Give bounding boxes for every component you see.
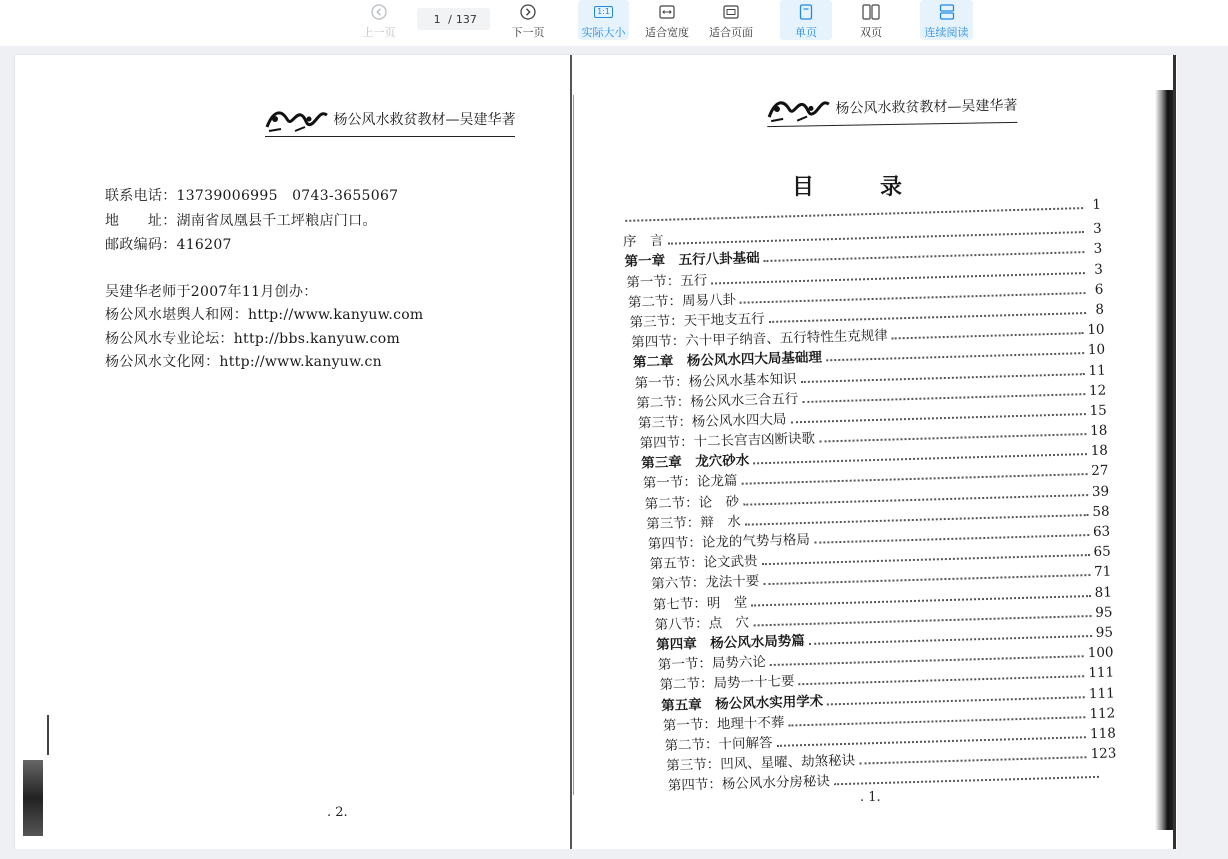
toc-entry-page: 95	[1095, 604, 1113, 621]
fit-width-button[interactable]	[641, 0, 693, 40]
toc-entry-title: 第六节：龙法十要	[651, 573, 760, 593]
table-of-contents	[621, 197, 1117, 796]
toc-entry-title: 第三节：辩 水	[646, 513, 741, 533]
prev-page-button[interactable]	[356, 0, 402, 40]
toc-entry-title: 第八节：点 穴	[654, 614, 750, 633]
page-indicator	[417, 8, 490, 30]
toc-entry-title: 第二节：局势一十七要	[659, 673, 795, 694]
right-page-header	[767, 91, 1018, 127]
scan-right-edge	[1155, 90, 1173, 830]
toc-entry-title: 第三节：天干地支五行	[629, 310, 765, 331]
toc-entry-title: 第七节：明 堂	[652, 594, 748, 613]
toc-entry-title: 第一节：杨公风水基本知识	[634, 370, 797, 392]
toc-entry-title: 第二章 杨公风水四大局基础理	[632, 349, 823, 372]
next-page-button[interactable]	[505, 0, 551, 40]
toc-entry-page: 65	[1093, 543, 1111, 561]
toc-entry-title: 第五章 杨公风水实用学术	[661, 693, 824, 714]
toc-entry-title: 第一节：局势六论	[657, 654, 767, 674]
toc-entry-title: 第一节：地理十不葬	[662, 714, 785, 734]
document-page-view	[15, 55, 1177, 849]
contact-address: 地 址：湖南省凤凰县千工坪粮店门口。	[105, 213, 377, 229]
toc-entry-page: 6	[1094, 281, 1104, 298]
toc-entry-page: 27	[1091, 462, 1109, 480]
toc-entry-page: 11	[1088, 362, 1106, 379]
toc-entry-title: 序 言	[622, 233, 664, 251]
toc-leader-dots	[834, 776, 1099, 785]
toc-entry-title: 第三章 龙穴砂水	[641, 452, 750, 472]
single-page-label: 单页	[795, 26, 817, 39]
total-pages: 137	[455, 12, 477, 26]
fit-page-label: 适合页面	[709, 26, 753, 39]
scan-gutter-line	[570, 55, 572, 849]
scrollbar-track[interactable]	[1177, 55, 1228, 849]
toc-entry-title: 第一章 五行八卦基础	[624, 250, 760, 271]
toc-entry-page: 71	[1093, 563, 1112, 581]
toc-entry-page: 3	[1092, 220, 1102, 238]
left-page-number: . 2.	[327, 805, 348, 820]
current-page-input[interactable]: 1	[433, 12, 441, 26]
toc-entry-page: 111	[1088, 664, 1115, 682]
toc-entry-page: 18	[1089, 422, 1108, 440]
single-page-icon	[797, 3, 815, 20]
double-page-button[interactable]	[845, 0, 897, 40]
double-page-icon	[862, 3, 880, 20]
toc-entry-title: 第二节：周易八卦	[627, 291, 737, 311]
founded-intro: 吴建华老师于2007年11月创办：	[105, 284, 318, 300]
toc-entry-title: 第一节：论龙篇	[642, 473, 738, 492]
dragon-logo-icon	[767, 94, 832, 125]
actual-size-label: 实际大小	[581, 26, 626, 39]
right-header-text: 杨公风水救贫教材—吴建华著	[835, 97, 1018, 117]
toc-entry-page: 118	[1089, 725, 1117, 742]
toc-entry-page: 12	[1088, 382, 1107, 399]
viewer-toolbar	[0, 0, 1228, 46]
toc-title: 目 录	[792, 174, 925, 200]
scan-left-mark	[23, 760, 43, 836]
single-page-button[interactable]	[780, 0, 832, 40]
toc-entry-page: 8	[1095, 301, 1105, 318]
fit-page-button[interactable]	[704, 0, 758, 40]
actual-size-button[interactable]	[578, 0, 629, 40]
toc-entry-title: 第二节：杨公风水三合五行	[636, 390, 799, 412]
toc-entry-title: 第三节：凹风、星曜、劫煞秘诀	[666, 752, 856, 775]
scan-right-border	[1173, 55, 1176, 849]
founded-site-3: 杨公风水文化网：http://www.kanyuw.cn	[105, 354, 382, 370]
toc-entry-title: 第一节：五行	[626, 272, 708, 291]
toc-entry-page: 95	[1095, 624, 1114, 641]
continuous-reading-label: 连续阅读	[924, 26, 969, 39]
scan-gutter-shadow	[573, 95, 574, 795]
toc-entry-page: 1	[1092, 196, 1102, 213]
toc-entry-page: 3	[1093, 240, 1103, 258]
toc-entry-page: 58	[1092, 503, 1110, 520]
contact-postcode: 邮政编码：416207	[105, 237, 232, 253]
toc-entry-title: 第四节：论龙的气势与格局	[647, 531, 811, 553]
toc-entry-page: 63	[1092, 523, 1111, 540]
toc-entry-page: 100	[1087, 644, 1114, 662]
right-page-number: . 1.	[860, 790, 881, 805]
fit-width-icon	[658, 3, 676, 20]
actual-size-icon: 1:1	[595, 3, 613, 20]
dragon-logo-icon	[265, 105, 329, 135]
toc-entry-page: 112	[1089, 705, 1116, 722]
scan-left-tick	[47, 715, 49, 755]
toc-entry-page: 39	[1091, 483, 1110, 500]
toc-entry-page: 111	[1088, 684, 1115, 702]
left-page-header	[265, 105, 515, 137]
toc-entry-page: 15	[1089, 402, 1108, 419]
toc-entry-title: 第三节：杨公风水四大局	[637, 411, 787, 432]
toc-entry-page: 10	[1087, 321, 1105, 339]
founded-site-2: 杨公风水专业论坛：http://bbs.kanyuw.com	[105, 331, 401, 347]
toc-entry-title: 第四节：杨公风水分房秘诀	[667, 773, 831, 795]
toc-entry-page: 18	[1090, 442, 1109, 460]
toc-entry-page: 81	[1094, 584, 1113, 601]
page-separator: /	[448, 12, 452, 26]
toc-entry-title: 第五节：论文武贵	[649, 553, 758, 573]
toc-entry-title: 第二节：论 砂	[644, 493, 740, 513]
toc-entry-page: 10	[1087, 341, 1106, 359]
next-page-label: 下一页	[511, 26, 545, 39]
double-page-label: 双页	[860, 26, 882, 39]
fit-page-icon	[722, 3, 740, 20]
fit-width-label: 适合宽度	[645, 26, 689, 39]
contact-phone: 联系电话：13739006995 0743-3655067	[105, 188, 399, 204]
toc-entry-title: 第四节：十二长宫吉凶断诀歌	[639, 430, 816, 452]
toc-entry-title: 第四章 杨公风水局势篇	[656, 632, 805, 654]
chevron-right-circle-icon	[519, 3, 537, 20]
founded-site-1: 杨公风水堪舆人和网：http://www.kanyuw.com	[105, 307, 424, 323]
continuous-reading-button[interactable]	[920, 0, 973, 40]
toc-entry-title: 第四节：六十甲子纳音、五行特性生克规律	[631, 327, 888, 351]
chevron-left-circle-icon	[370, 3, 388, 20]
toc-entry-page: 3	[1094, 261, 1104, 278]
status-bar	[0, 849, 1228, 859]
prev-page-label: 上一页	[362, 26, 396, 39]
left-header-text: 杨公风水救贫教材—吴建华著	[333, 112, 516, 128]
toc-entry-title: 第二节：十问解答	[664, 734, 773, 754]
continuous-reading-icon	[938, 3, 956, 20]
toc-entry-page: 123	[1090, 745, 1117, 763]
